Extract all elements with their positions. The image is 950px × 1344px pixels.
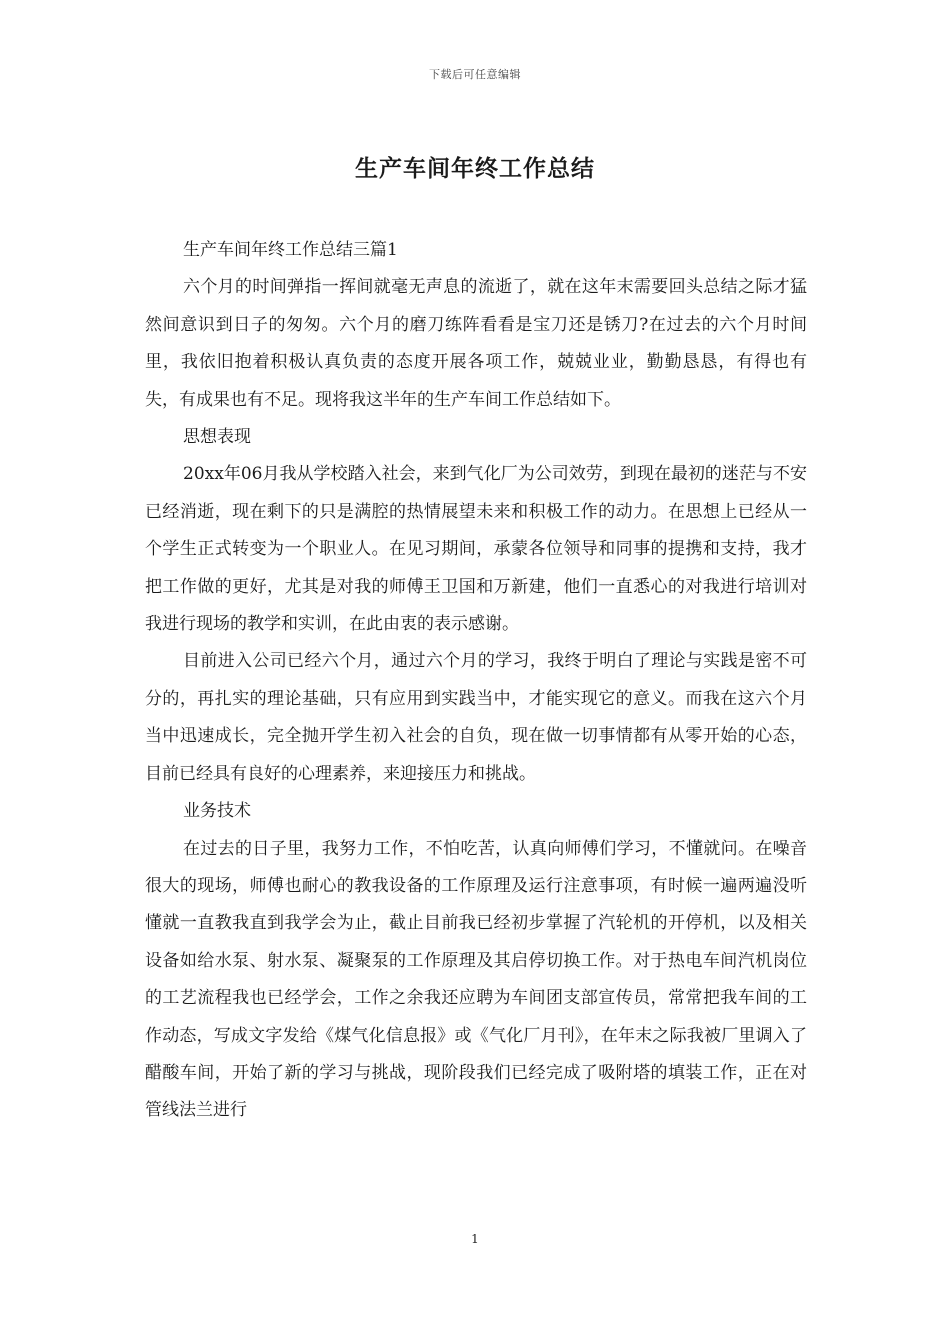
body-paragraph: 目前进入公司已经六个月，通过六个月的学习，我终于明白了理论与实践是密不可分的，再扎实的理论基础，只有应用到实践当中，才能实现它的意义。而我在这六个月当中迅速成长，完全抛开学生初入社会的自负，现在做一切事情都有从零开始的心态，目前已经具有良好的心理素养，来迎接压力和挑战。 (145, 651, 807, 784)
body-paragraph: 20xx年06月我从学校踏入社会，来到气化厂为公司效劳，到现在最初的迷茫与不安已经消逝，现在剩下的只是满腔的热情展望未来和积极工作的动力。在思想上已经从一个学生正式转变为一个职业人。在见习期间，承蒙各位领导和同事的提携和支持，我才把工作做的更好，尤其是对我的师傅王卫国和万新建，他们一直悉心的对我进行培训对我进行现场的教学和实训，在此由衷的表示感谢。 (145, 464, 807, 635)
page-number: 1 (471, 1232, 479, 1246)
page-header-note: 下载后可任意编辑 (429, 68, 521, 81)
section-heading: 思想表现 (183, 427, 251, 448)
section-heading: 生产车间年终工作总结三篇1 (183, 240, 398, 260)
document-body (145, 232, 807, 1130)
body-paragraph: 在过去的日子里，我努力工作，不怕吃苦，认真向师傅们学习，不懂就问。在噪音很大的现场，师傅也耐心的教我设备的工作原理及运行注意事项，有时候一遍两遍没听懂就一直教我直到我学会为止，截止目前我已经初步掌握了汽轮机的开停机，以及相关设备如给水泵、射水泵、凝聚泵的工作原理及其启停切换工作。对于热电车间汽机岗位的工艺流程我也已经学会，工作之余我还应聘为车间团支部宣传员，常常把我车间的工作动态，写成文字发给《煤气化信息报》或《气化厂月刊》，在年末之际我被厂里调入了醋酸车间，开始了新的学习与挑战，现阶段我们已经完成了吸附塔的填装工作，正在对管线法兰进行 (145, 838, 807, 1121)
document-title: 生产车间年终工作总结 (355, 156, 595, 182)
body-paragraph: 六个月的时间弹指一挥间就毫无声息的流逝了，就在这年末需要回头总结之际才猛然间意识到日子的匆匆。六个月的磨刀练阵看看是宝刀还是锈刀?在过去的六个月时间里，我依旧抱着积极认真负责的态度开展各项工作，兢兢业业，勤勤恳恳，有得也有失，有成果也有不足。现将我这半年的生产车间工作总结如下。 (145, 277, 807, 410)
section-heading: 业务技术 (183, 801, 251, 822)
